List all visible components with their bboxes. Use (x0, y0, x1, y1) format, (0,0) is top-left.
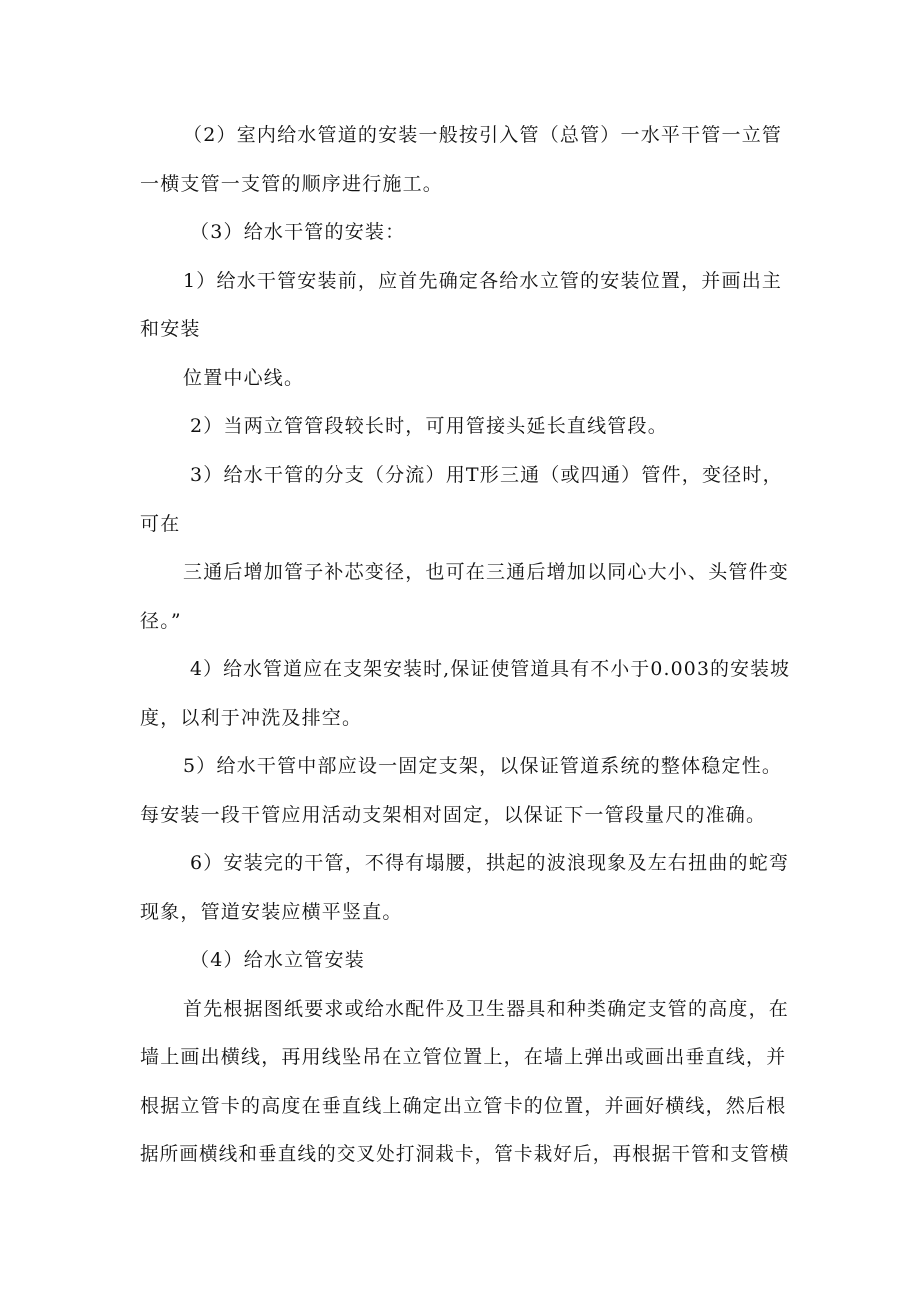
text-line: 据所画横线和垂直线的交叉处打洞栽卡，管卡栽好后，再根据干管和支管横 (140, 1143, 790, 1165)
text-line: 墙上画出横线，再用线坠吊在立管位置上，在墙上弹出或画出垂直线，并 (140, 1046, 787, 1068)
text-line: 首先根据图纸要求或给水配件及卫生器具和种类确定支管的高度，在 (183, 998, 790, 1020)
text-line: 5）给水干管中部应设一固定支架，以保证管道系统的整体稳定性。 (183, 755, 783, 777)
text-line: 和安装 (140, 318, 201, 340)
text-line: 4）给水管道应在支架安装时,保证使管道具有不小于0.003的安装坡 (190, 658, 791, 680)
text-line: 三通后增加管子补芯变径，也可在三通后增加以同心大小、头管件变 (183, 561, 790, 583)
text-line: 一横支管一支管的顺序进行施工。 (140, 173, 444, 195)
text-line: 3）给水干管的分支（分流）用T形三通（或四通）管件，变径时， (190, 464, 783, 486)
text-line: 每安装一段干管应用活动支架相对固定，以保证下一管段量尺的准确。 (140, 804, 767, 826)
text-line: 位置中心线。 (183, 367, 305, 389)
text-line: 可在 (140, 513, 181, 535)
text-line: （2）室内给水管道的安装一般按引入管（总管）一水平干管一立管 (183, 124, 783, 146)
text-line: 度，以利于冲洗及排空。 (140, 707, 363, 729)
text-line: 1）给水干管安装前，应首先确定各给水立管的安装位置，并画出主 (183, 270, 783, 292)
text-line: 现象，管道安装应横平竖直。 (140, 901, 403, 923)
text-line: 2）当两立管管段较长时，可用管接头延长直线管段。 (190, 415, 668, 437)
text-line: （4）给水立管安装 (190, 949, 365, 971)
text-line: 根据立管卡的高度在垂直线上确定出立管卡的位置，并画好横线，然后根 (140, 1095, 787, 1117)
text-line: （3）给水干管的安装： (190, 221, 406, 243)
text-line: 6）安装完的干管，不得有塌腰，拱起的波浪现象及左右扭曲的蛇弯 (190, 852, 790, 874)
text-line: 径。” (140, 610, 182, 632)
